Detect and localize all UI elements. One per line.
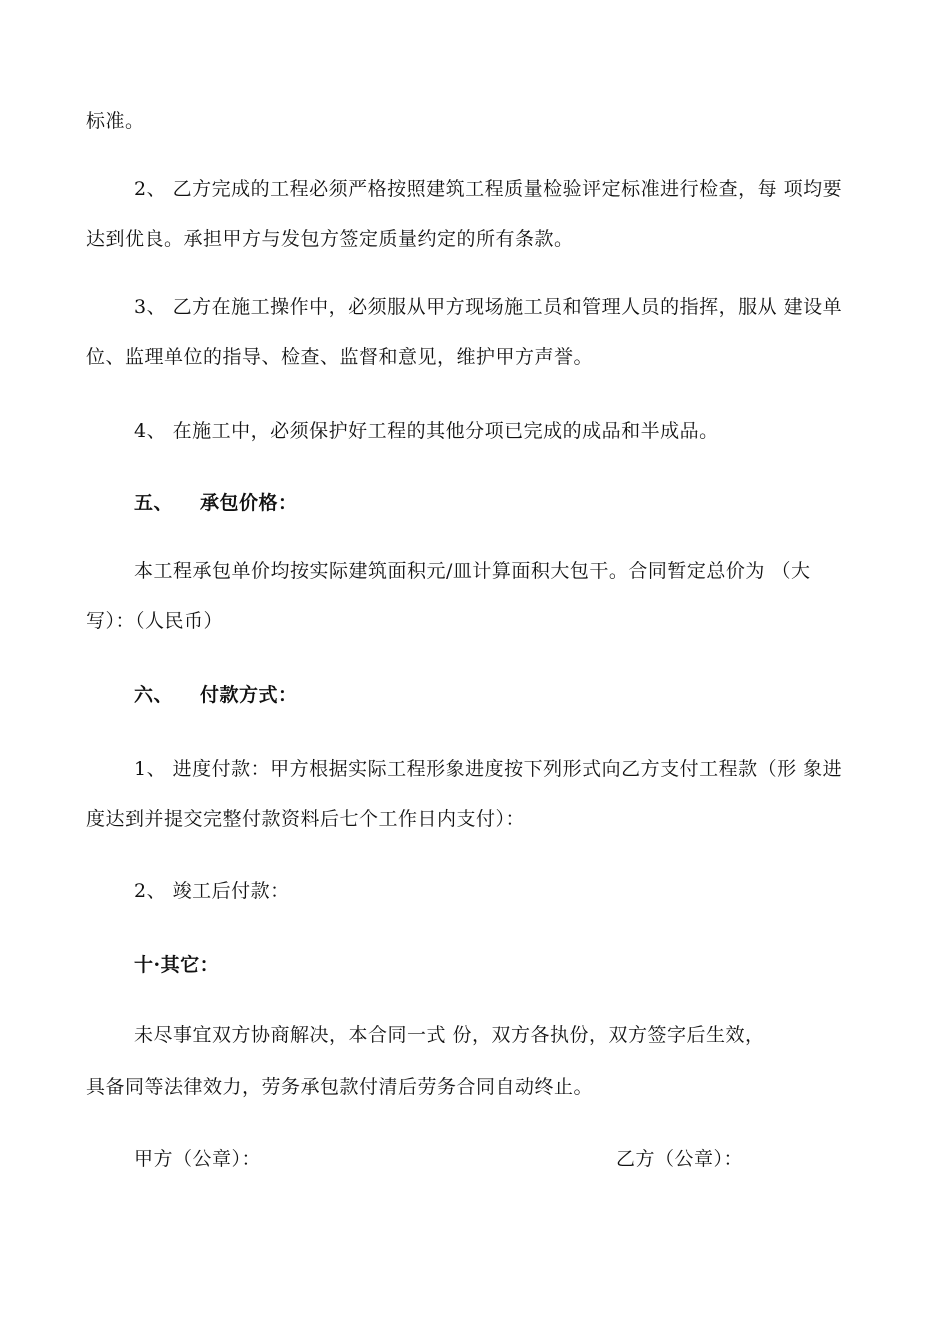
- payment-2-line-1: 2、 竣工后付款：: [134, 880, 290, 902]
- paragraph-intro-end: 标准。: [86, 110, 145, 132]
- clause-3-line-2: 位、监理单位的指导、检查、监督和意见，维护甲方声誉。: [86, 346, 594, 368]
- section-6-heading: [134, 682, 298, 708]
- other-paragraph-line-2: 具备同等法律效力，劳务承包款付清后劳务合同自动终止。: [86, 1076, 594, 1098]
- payment-1-line-2: 度达到并提交完整付款资料后七个工作日内支付）：: [86, 808, 526, 830]
- clause-3-line-1: 3、 乙方在施工操作中，必须服从甲方现场施工员和管理人员的指挥，服从 建设单: [134, 296, 843, 318]
- section-5-title: 承包价格：: [200, 492, 298, 514]
- price-paragraph-line-2: 写）：（人民币）: [86, 610, 224, 632]
- section-6-title: 付款方式：: [200, 684, 298, 706]
- party-a-seal-label: 甲方（公章）：: [134, 1148, 262, 1170]
- section-6-number: 六、: [134, 684, 174, 706]
- clause-2-line-1: 2、 乙方完成的工程必须严格按照建筑工程质量检验评定标准进行检查，每 项均要: [134, 178, 843, 200]
- section-10-heading: 十·其它：: [134, 954, 220, 976]
- price-paragraph-line-1: 本工程承包单价均按实际建筑面积元/皿计算面积大包干。合同暂定总价为 （大: [134, 560, 811, 582]
- party-b-seal-label: 乙方（公章）：: [616, 1148, 744, 1170]
- section-5-heading: [134, 490, 298, 516]
- clause-4-line-1: 4、 在施工中，必须保护好工程的其他分项已完成的成品和半成品。: [134, 420, 719, 442]
- clause-2-line-2: 达到优良。承担甲方与发包方签定质量约定的所有条款。: [86, 228, 574, 250]
- section-5-number: 五、: [134, 492, 174, 514]
- payment-1-line-1: 1、 进度付款：甲方根据实际工程形象进度按下列形式向乙方支付工程款（形 象进: [134, 758, 843, 780]
- other-paragraph-line-1: 未尽事宜双方协商解决，本合同一式 份，双方各执份，双方签字后生效，: [134, 1024, 765, 1046]
